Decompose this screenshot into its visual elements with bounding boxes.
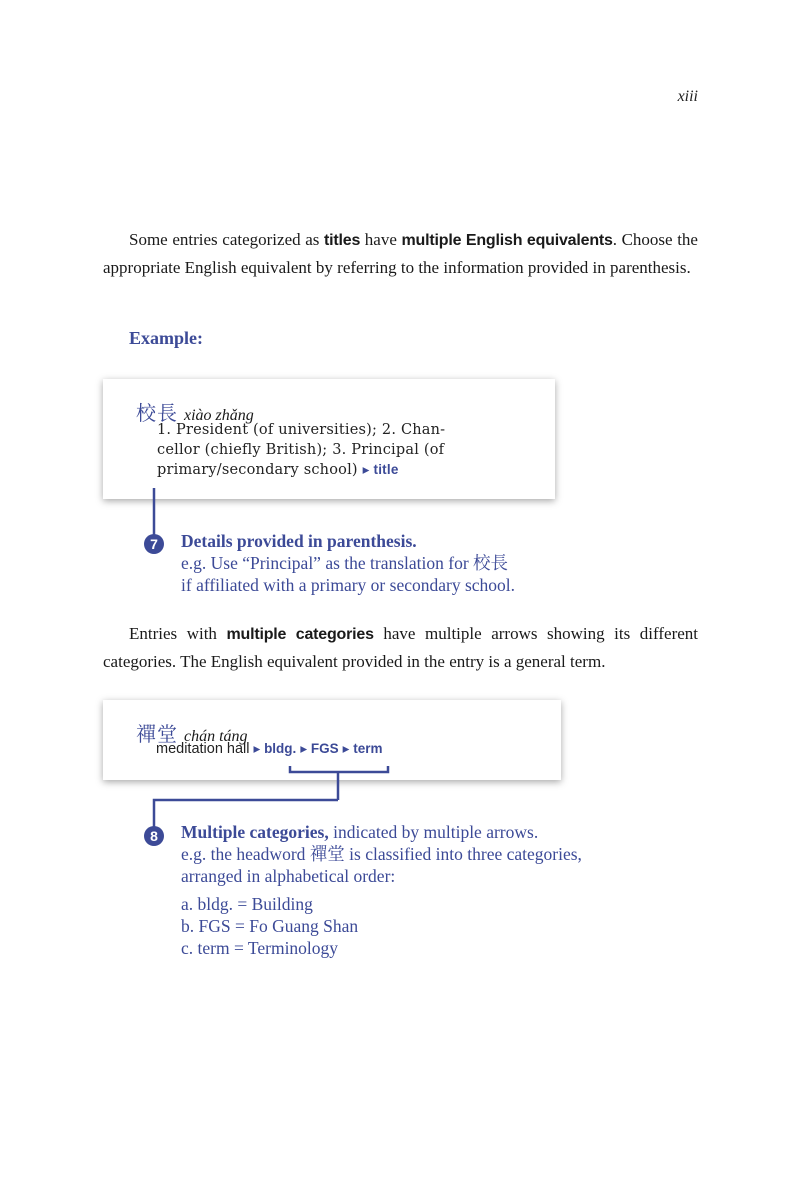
note-heading: Multiple categories, indicated by multiple arrows.: [181, 822, 539, 842]
middle-text-1: Entries with: [129, 624, 227, 643]
intro-text-3: . Choose the appropriate English equivalent by referring to the information provided in parenthesis.: [103, 230, 698, 277]
intro-bold-equivalents: multiple English equivalents: [401, 232, 613, 249]
callout-number-8: 8: [144, 826, 164, 846]
definition-line: cellor (chiefly British); 3. Principal (of: [157, 442, 445, 458]
page-number: xiii: [677, 88, 698, 105]
definition-text: meditation hall: [156, 741, 250, 757]
note-line: e.g. the headword 禪堂 is classified into three categories,: [181, 844, 582, 864]
intro-text-1: Some entries categorized as: [129, 230, 325, 249]
callout-number-7: 7: [144, 534, 164, 554]
middle-text-2: have multiple arrows showing its different categories. The English equivalent provided in the entry is a general term.: [103, 624, 698, 671]
category-tag: ▸ bldg.: [253, 741, 297, 756]
note-heading: Details provided in parenthesis.: [181, 531, 417, 551]
definition-line: primary/secondary school) ▸ title: [157, 462, 399, 478]
example-label: Example:: [129, 328, 203, 348]
definition-line: 1. President (of universities); 2. Chan-: [157, 422, 446, 438]
headword: 校長: [136, 403, 178, 425]
note-8: [181, 821, 701, 959]
entry-definition: [156, 741, 556, 757]
note-line: e.g. Use “Principal” as the translation for 校長: [181, 553, 509, 573]
headword: 禪堂: [136, 724, 178, 746]
intro-bold-titles: titles: [324, 232, 361, 249]
note-line: if affiliated with a primary or secondary school.: [181, 575, 516, 595]
intro-paragraph: [103, 226, 698, 281]
middle-paragraph: [103, 620, 698, 675]
list-item: a. bldg. = Building: [181, 894, 313, 914]
note-line: arranged in alphabetical order:: [181, 866, 396, 886]
middle-bold-categories: multiple categories: [226, 626, 374, 643]
entry-definition: [157, 420, 547, 480]
list-item: c. term = Terminology: [181, 938, 339, 958]
note-7: [181, 530, 701, 596]
category-tag: ▸ FGS: [300, 741, 339, 756]
category-tag: ▸ term: [342, 741, 383, 756]
pinyin: xiào zhǎng: [184, 407, 254, 424]
list-item: b. FGS = Fo Guang Shan: [181, 916, 359, 936]
entry-card-xiaozhang: [103, 379, 555, 499]
pinyin: chán táng: [184, 728, 248, 745]
category-tag: ▸ title: [362, 462, 399, 477]
intro-text-2: have: [360, 230, 402, 249]
